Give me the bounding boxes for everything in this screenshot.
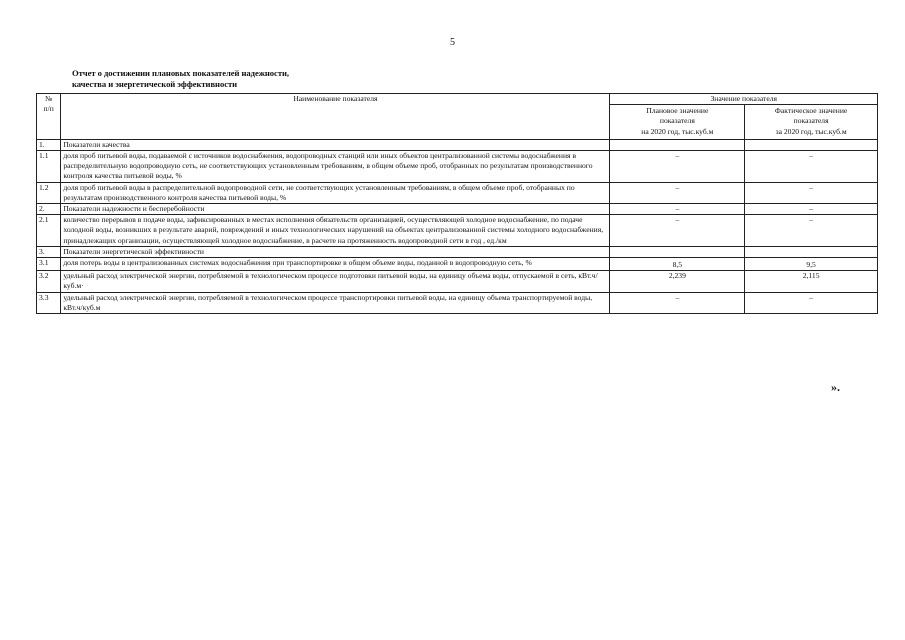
row-name: Показатели энергетической эффективности: [61, 246, 610, 257]
row-fact-value: 2,115: [745, 271, 878, 292]
table-row: [37, 139, 878, 150]
row-plan-value: 8,5: [610, 258, 745, 271]
header-num-line-1: №: [45, 94, 53, 103]
report-title-line-2: качества и энергетической эффективности: [72, 79, 238, 89]
row-plan-value: [610, 246, 745, 257]
header-plan-line-3: на 2020 год, тыс.куб.м: [641, 126, 714, 136]
header-name: Наименование показателя: [61, 94, 610, 140]
report-title-line-1: Отчет о достижении плановых показателей надежности,: [72, 68, 289, 78]
row-num: 3.1: [37, 258, 61, 271]
header-fact-line-1: Фактическое значение: [774, 106, 848, 116]
row-name: доля проб питьевой воды, подаваемой с источников водоснабжения, водопроводных станций или иных объектов централизованной системы водоснабжения в распределительную водопроводную сеть, не соответствующих установленным требованиям, в общем объеме проб, отобранных по результатам производственного контроля качества питьевой воды, %: [61, 151, 610, 183]
row-num: 3.: [37, 246, 61, 257]
row-plan-value: [610, 139, 745, 150]
row-fact-value: –: [745, 215, 878, 247]
row-num: 3.2: [37, 271, 61, 292]
header-plan-line-2: показателя: [659, 116, 695, 126]
table-row: [37, 182, 878, 203]
header-num: [37, 94, 61, 140]
row-fact-value: –: [745, 151, 878, 183]
row-plan-value: –: [610, 215, 745, 247]
header-value-group: Значение показателя: [610, 94, 878, 105]
row-fact-value: –: [745, 292, 878, 313]
table-row: [37, 246, 878, 257]
row-name: количество перерывов в подаче воды, зафиксированных в местах исполнения обязательств организацией, осуществляющей холодное водоснабжение, по подаче холодной воды, возникших в результате аварий, повреждений и иных технологических нарушений на объектах централизованной системы холодного водоснабжения, принадлежащих организации, осуществляющей холодное водоснабжение, в расчете на протяженность водопроводной сети в год , ед./км: [61, 215, 610, 247]
row-name: доля потерь воды в централизованных системах водоснабжения при транспортировке в общем объеме воды, поданной в водопроводную сеть, %: [61, 258, 610, 271]
table-row: [37, 292, 878, 313]
table-row: [37, 271, 878, 292]
header-plan-line-1: Плановое значение: [646, 106, 709, 116]
row-num: 1.1: [37, 151, 61, 183]
row-num: 2.1: [37, 215, 61, 247]
header-num-line-2: п/п: [43, 104, 54, 114]
row-plan-value: 2,239: [610, 271, 745, 292]
row-plan-value: –: [610, 151, 745, 183]
row-plan-value: –: [610, 292, 745, 313]
row-name: доля проб питьевой воды в распределительной водопроводной сети, не соответствующих установленным требованиям, в общем объеме проб, отобранных по результатам производственного контроля качества питьевой воды, %: [61, 182, 610, 203]
table-row: [37, 204, 878, 215]
table-row: [37, 215, 878, 247]
header-plan: [610, 105, 745, 140]
table-header-row-1: [37, 94, 878, 105]
row-fact-value: 9,5: [745, 258, 878, 271]
row-name: удельный расход электрической энергии, потребляемой в технологическом процессе подготовки питьевой воды, на единицу объема воды, отпускаемой в сеть, кВт.ч/куб.м·: [61, 271, 610, 292]
header-fact: [745, 105, 878, 140]
table-row: [37, 151, 878, 183]
row-num: 2.: [37, 204, 61, 215]
row-name: удельный расход электрической энергии, потребляемой в технологическом процессе транспортировки питьевой воды, на единицу объема транспортируемой воды, кВт.ч/куб.м: [61, 292, 610, 313]
row-plan-value: –: [610, 182, 745, 203]
row-name: Показатели надежности и бесперебойности: [61, 204, 610, 215]
header-fact-line-2: показателя: [793, 116, 829, 126]
report-title: [72, 68, 289, 90]
row-plan-value: –: [610, 204, 745, 215]
table-row: [37, 258, 878, 271]
row-fact-value: –: [745, 204, 878, 215]
row-num: 3.3: [37, 292, 61, 313]
row-num: 1.: [37, 139, 61, 150]
row-name: Показатели качества: [61, 139, 610, 150]
header-fact-line-3: за 2020 год, тыс.куб.м: [775, 126, 847, 136]
row-num: 1.2: [37, 182, 61, 203]
page-number: 5: [450, 37, 455, 48]
closing-quote-mark: ».: [831, 380, 840, 394]
row-fact-value: –: [745, 182, 878, 203]
row-fact-value: [745, 246, 878, 257]
row-fact-value: [745, 139, 878, 150]
indicators-table: [36, 93, 878, 314]
